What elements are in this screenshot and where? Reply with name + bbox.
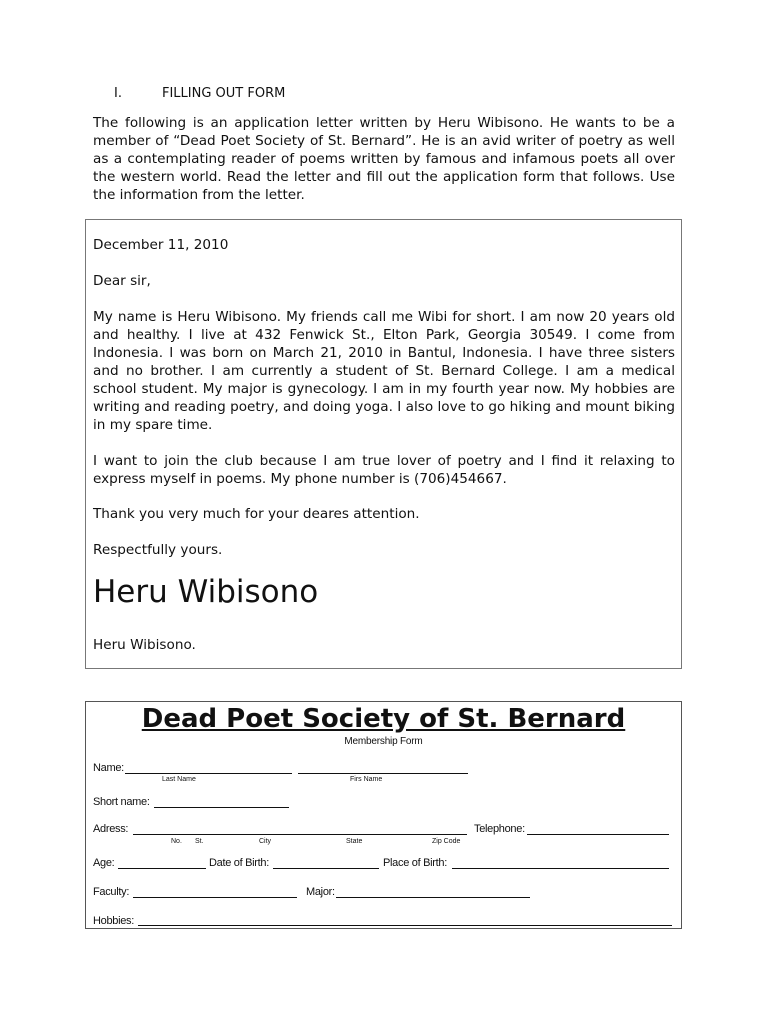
- place-of-birth-label: Place of Birth:: [383, 857, 447, 869]
- date-of-birth-label: Date of Birth:: [209, 857, 269, 869]
- faculty-label: Faculty:: [93, 886, 130, 898]
- section-title: FILLING OUT FORM: [162, 86, 286, 101]
- faculty-field[interactable]: [133, 897, 297, 898]
- signature: Heru Wibisono: [93, 574, 319, 610]
- name-label: Name:: [93, 762, 124, 774]
- address-label: Adress:: [93, 823, 129, 835]
- letter-salutation: Dear sir,: [93, 273, 151, 289]
- date-of-birth-field[interactable]: [273, 868, 379, 869]
- street-caption: St.: [195, 838, 204, 845]
- no-caption: No.: [171, 838, 182, 845]
- age-label: Age:: [93, 857, 115, 869]
- short-name-label: Short name:: [93, 796, 150, 808]
- last-name-field[interactable]: [125, 773, 292, 774]
- first-name-caption: Firs Name: [350, 776, 383, 783]
- address-field[interactable]: [133, 834, 467, 835]
- letter-thanks: Thank you very much for your deares attention.: [93, 506, 420, 522]
- city-caption: City: [259, 838, 272, 845]
- zip-code-caption: Zip Code: [432, 838, 461, 845]
- membership-form: [85, 701, 682, 929]
- place-of-birth-field[interactable]: [452, 868, 669, 869]
- age-field[interactable]: [118, 868, 206, 869]
- major-field[interactable]: [336, 897, 530, 898]
- letter-paragraph-1: My name is Heru Wibisono. My friends call me Wibi for short. I am now 20 years old and healthy. I live at 432 Fenwick St., Elton Park, Georgia 30549. I come from Indonesia. I was born on March 21, 2010 in Bantul, Indonesia. I have three sisters and no brother. I am currently a student of St. Bernard College. I am a medical school student. My major is gynecology. I am in my fourth year now. My hobbies are writing and reading poetry, and doing yoga. I also love to go hiking and mount biking in my spare time.: [93, 309, 675, 433]
- form-title: Dead Poet Society of St. Bernard: [141, 704, 626, 734]
- short-name-field[interactable]: [154, 807, 289, 808]
- last-name-caption: Last Name: [162, 776, 196, 783]
- first-name-field[interactable]: [298, 773, 468, 774]
- application-letter: [85, 219, 682, 669]
- form-subtitle: Membership Form: [344, 736, 423, 747]
- state-caption: State: [346, 838, 363, 845]
- major-label: Major:: [306, 886, 335, 898]
- telephone-label: Telephone:: [474, 823, 525, 835]
- telephone-field[interactable]: [527, 834, 669, 835]
- letter-date: December 11, 2010: [93, 237, 229, 253]
- letter-closing: Respectfully yours.: [93, 542, 223, 558]
- section-number: I.: [114, 86, 122, 101]
- hobbies-field[interactable]: [138, 925, 672, 926]
- instructions-paragraph: The following is an application letter written by Heru Wibisono. He wants to be a member of “Dead Poet Society of St. Bernard”. He is an avid writer of poetry as well as a contemplating reader of poems written by famous and infamous poets all over the western world. Read the letter and fill out the application form that follows. Use the information from the letter.: [93, 115, 675, 203]
- letter-paragraph-2: I want to join the club because I am true lover of poetry and I find it relaxing to express myself in poems. My phone number is (706)454667.: [93, 453, 675, 487]
- signature-name: Heru Wibisono.: [93, 637, 196, 653]
- hobbies-label: Hobbies:: [93, 915, 135, 927]
